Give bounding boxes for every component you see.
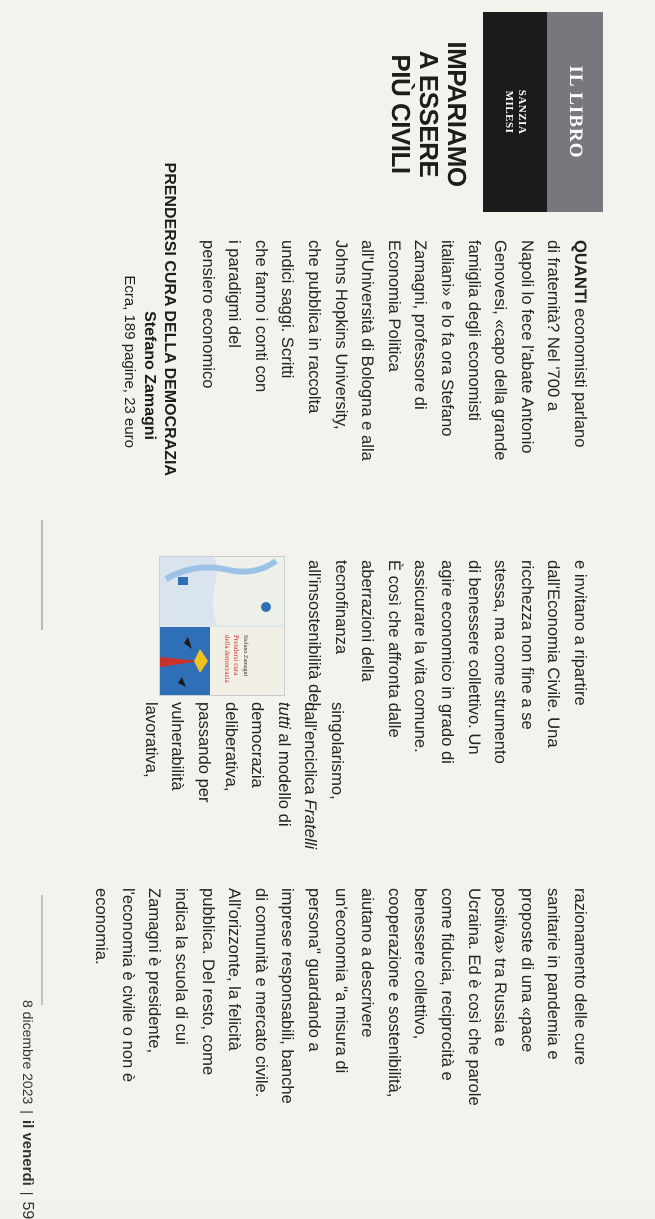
cover-title-2: della democrazia	[223, 635, 231, 683]
cover-back-panel	[160, 557, 284, 625]
text-line: positiva» tra Russia e	[491, 888, 511, 1047]
text-line: aiutano a descrivere	[358, 888, 378, 1038]
text-line: italiani» e lo fa ora Stefano	[438, 240, 458, 437]
text-line: Napoli lo fece l'abate Antonio	[517, 240, 537, 454]
page-footer	[18, 1000, 37, 1219]
text-line: Johns Hopkins University,	[331, 240, 351, 430]
text-line: dall'Economia Civile. Una	[544, 560, 564, 748]
section-label: IL LIBRO	[547, 12, 603, 212]
author-tag	[483, 12, 547, 212]
separator: |	[20, 1110, 36, 1114]
separator: |	[20, 1191, 36, 1196]
text-line: razionamento delle cure	[571, 888, 590, 1066]
text-line: all'insostenibilità del	[305, 560, 325, 707]
divider	[41, 895, 43, 1005]
text-line: cooperazione e sostenibilità,	[384, 888, 404, 1098]
text-line: famiglia degli economisti	[464, 240, 484, 421]
text-line: pubblica. Del resto, come	[198, 888, 218, 1076]
cover-title-1: Prendersi cura	[232, 635, 240, 676]
text-line: economia.	[92, 888, 112, 965]
text-line: passando per	[195, 702, 215, 803]
text-line: Ucraina. Ed è così che parole	[464, 888, 484, 1106]
book-title: PRENDERSI CURA DELLA DEMOCRAZIA	[161, 162, 178, 476]
text-line: assicurare la vita comune.	[411, 560, 431, 753]
text-line: lavorativa,	[141, 702, 161, 778]
headline	[387, 10, 471, 218]
text-line: tecnofinanza	[331, 560, 351, 655]
text-line: di fraternità? Nel '700 a	[544, 240, 564, 412]
text-line: ricchezza non fine a se	[517, 560, 537, 730]
author-last-name: MILESI	[503, 90, 515, 134]
text-line: pensiero economico	[198, 240, 218, 389]
text-line: imprese responsabili, banche	[278, 888, 298, 1104]
issue-date: 8 dicembre 2023	[20, 1000, 36, 1105]
cover-back-illustration	[160, 557, 284, 625]
text-line: come fiducia, reciprocità e	[438, 888, 458, 1081]
article-column-2-wrap	[137, 702, 350, 870]
text-line: Zamagni, professore di	[411, 240, 431, 410]
lead-word: QUANTI	[571, 240, 590, 304]
book-author: Stefano Zamagni	[141, 311, 158, 440]
article-column-1	[194, 240, 593, 552]
author-first-name: SANZIA	[516, 89, 528, 135]
text-line: dall'enciclica Fratelli	[301, 702, 321, 850]
text-line: di benessere collettivo. Un	[464, 560, 484, 755]
text-line: benessere collettivo,	[411, 888, 431, 1040]
text-line: che fanno i conti con	[251, 240, 271, 393]
text-line: vulnerabilità	[168, 702, 188, 791]
magazine-name: il venerdì	[19, 1119, 36, 1186]
text-line: persona" guardando a	[305, 888, 325, 1052]
cover-front-illustration	[160, 627, 284, 695]
text-line: e invitano a ripartire	[571, 560, 590, 706]
book-meta: Ecra, 189 pagine, 23 euro	[121, 275, 138, 448]
text-line: stessa, ma come strumento	[491, 560, 511, 764]
headline-line: PIÙ CIVILI	[386, 54, 416, 174]
book-cover	[159, 556, 285, 696]
text-line: che pubblica in raccolta	[305, 240, 325, 414]
text-line: aberrazioni della	[358, 560, 378, 682]
title-italic: tutti	[274, 702, 294, 729]
text-line: indica la scuola di cui	[172, 888, 192, 1045]
text-line: QUANTI economisti parlano	[571, 240, 590, 448]
page-number: 59	[19, 1201, 36, 1219]
text-line: Economia Politica	[384, 240, 404, 372]
text-line: È così che affronta dalle	[384, 560, 404, 738]
text-line: di comunità e mercato civile.	[251, 888, 271, 1098]
text-line: Zamagni è presidente,	[145, 888, 165, 1054]
text-line: proposte di una «pace	[517, 888, 537, 1053]
text-line: l'economia è civile o non è	[118, 888, 138, 1083]
title-italic: Fratelli	[301, 799, 321, 850]
text-line: All'orizzonte, la felicità	[225, 888, 245, 1051]
text-line: undici saggi. Scritti	[278, 240, 298, 379]
headline-line: A ESSERE	[414, 50, 444, 178]
text-line: un'economia "a misura di	[331, 888, 351, 1074]
text-line: i paradigmi del	[225, 240, 245, 348]
article-column-3	[88, 888, 593, 1198]
text-line: all'Università di Bologna e alla	[358, 240, 378, 461]
text-line: tutti al modello di	[274, 702, 294, 827]
text-line: deliberativa,	[221, 702, 241, 792]
book-info	[120, 36, 179, 476]
divider	[41, 520, 43, 630]
text-line: sanitarie in pandemia e	[544, 888, 564, 1060]
cover-author: Stefano Zamagni	[242, 635, 248, 677]
text-line: Genovesi, «capo della grande	[491, 240, 511, 461]
cover-front-panel	[160, 627, 284, 695]
text-line: singolarismo,	[328, 702, 347, 800]
text-line: agire economico in grado di	[438, 560, 458, 764]
headline-line: IMPARIAMO	[442, 41, 472, 187]
text-line: democrazia	[248, 702, 268, 788]
